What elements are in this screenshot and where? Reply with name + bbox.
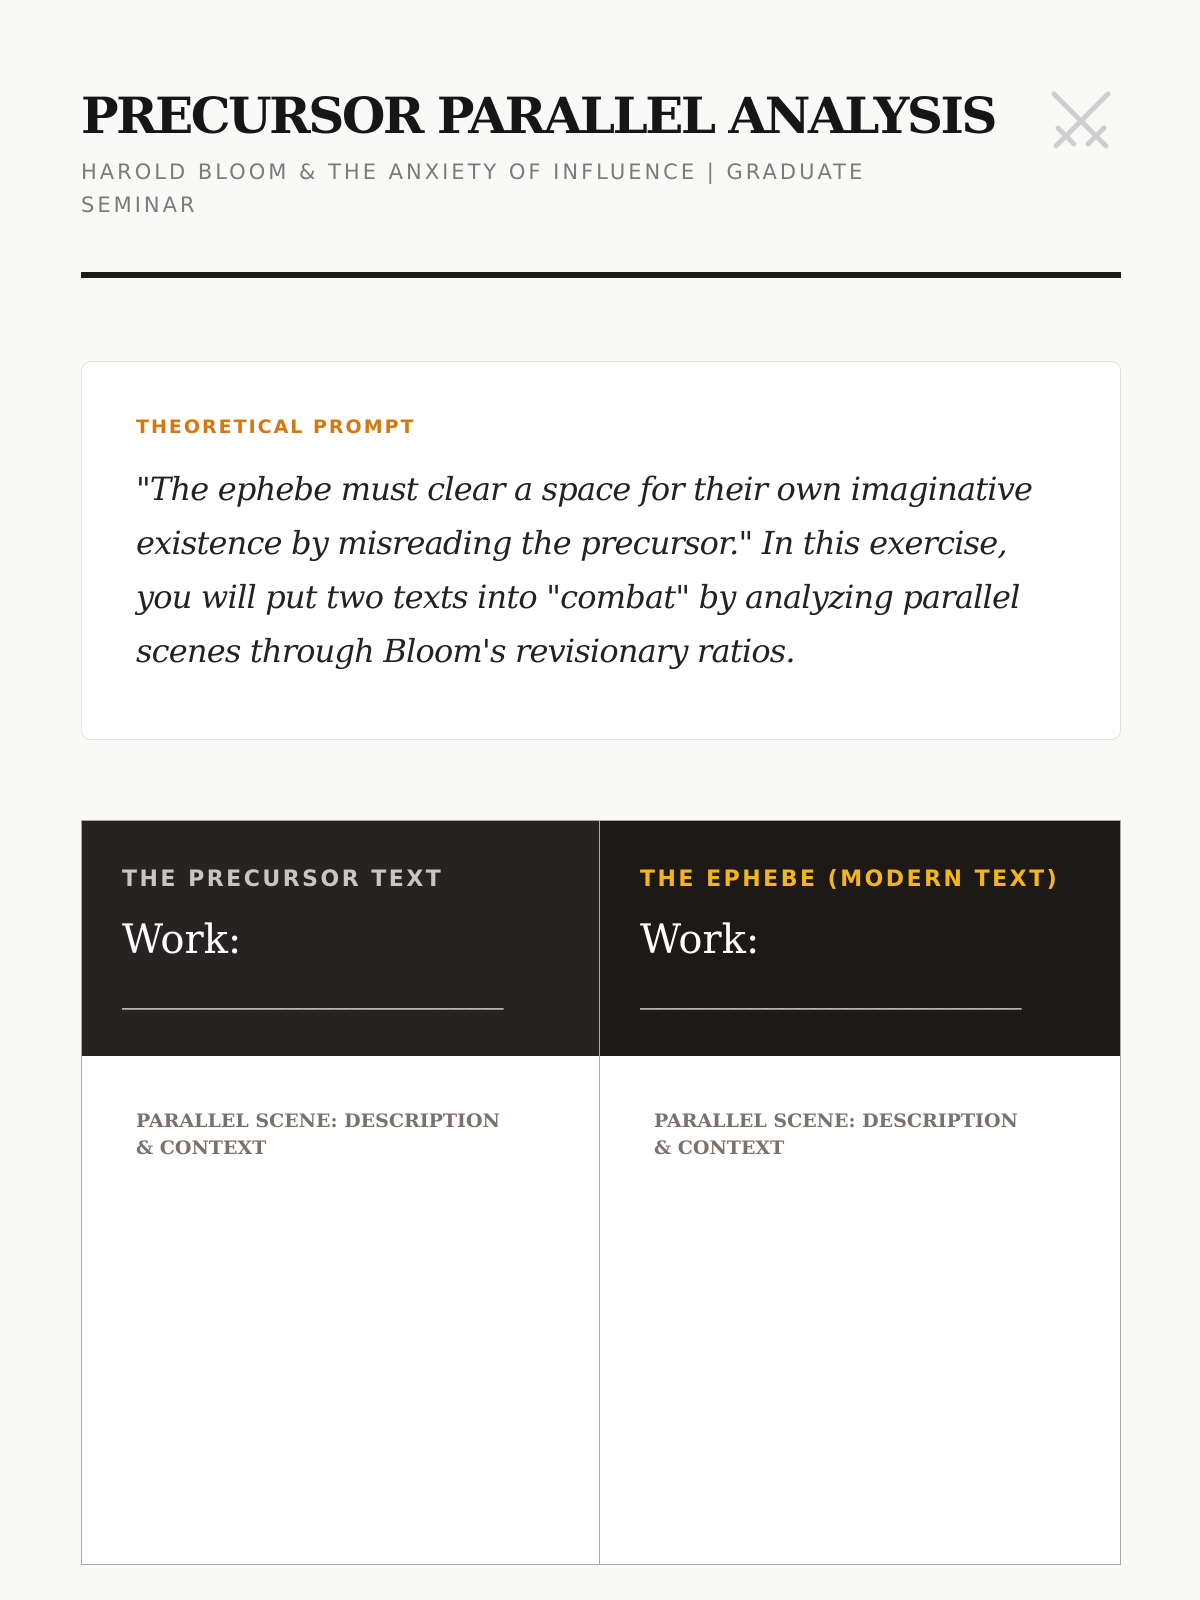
prompt-label: THEORETICAL PROMPT [136,416,416,438]
page-title: PRECURSOR PARALLEL ANALYSIS [81,86,995,145]
prompt-text: "The ephebe must clear a space for their own imaginative existence by misreading the precursor." In this exercise, you will put two texts into "combat" by analyzing parallel scenes through Bloom's revisionary ratios. [136,470,1033,670]
ephebe-column [600,821,1120,1564]
page-subtitle: HAROLD BLOOM & THE ANXIETY OF INFLUENCE | GRADUATE SEMINAR [81,160,866,217]
precursor-scene-label: PARALLEL SCENE: DESCRIPTION & CONTEXT [136,1110,500,1159]
ephebe-scene-label: PARALLEL SCENE: DESCRIPTION & CONTEXT [654,1110,1018,1159]
page-header [81,84,1121,222]
header-divider [81,272,1121,278]
precursor-label: THE PRECURSOR TEXT [122,867,444,892]
ephebe-label: THE EPHEBE (MODERN TEXT) [640,867,1060,892]
theoretical-prompt-card [81,361,1121,740]
ephebe-header [600,821,1120,1056]
precursor-work-label: Work: [122,917,242,963]
comparison-table [81,820,1121,1565]
precursor-work-field[interactable]: ________________________ [122,977,503,1010]
precursor-header [82,821,599,1056]
precursor-column [82,821,600,1564]
precursor-scene-area[interactable] [82,1056,599,1162]
crossed-swords-icon [1046,86,1116,156]
ephebe-work-field[interactable]: ________________________ [640,977,1021,1010]
ephebe-work-label: Work: [640,917,760,963]
ephebe-scene-area[interactable] [600,1056,1120,1162]
